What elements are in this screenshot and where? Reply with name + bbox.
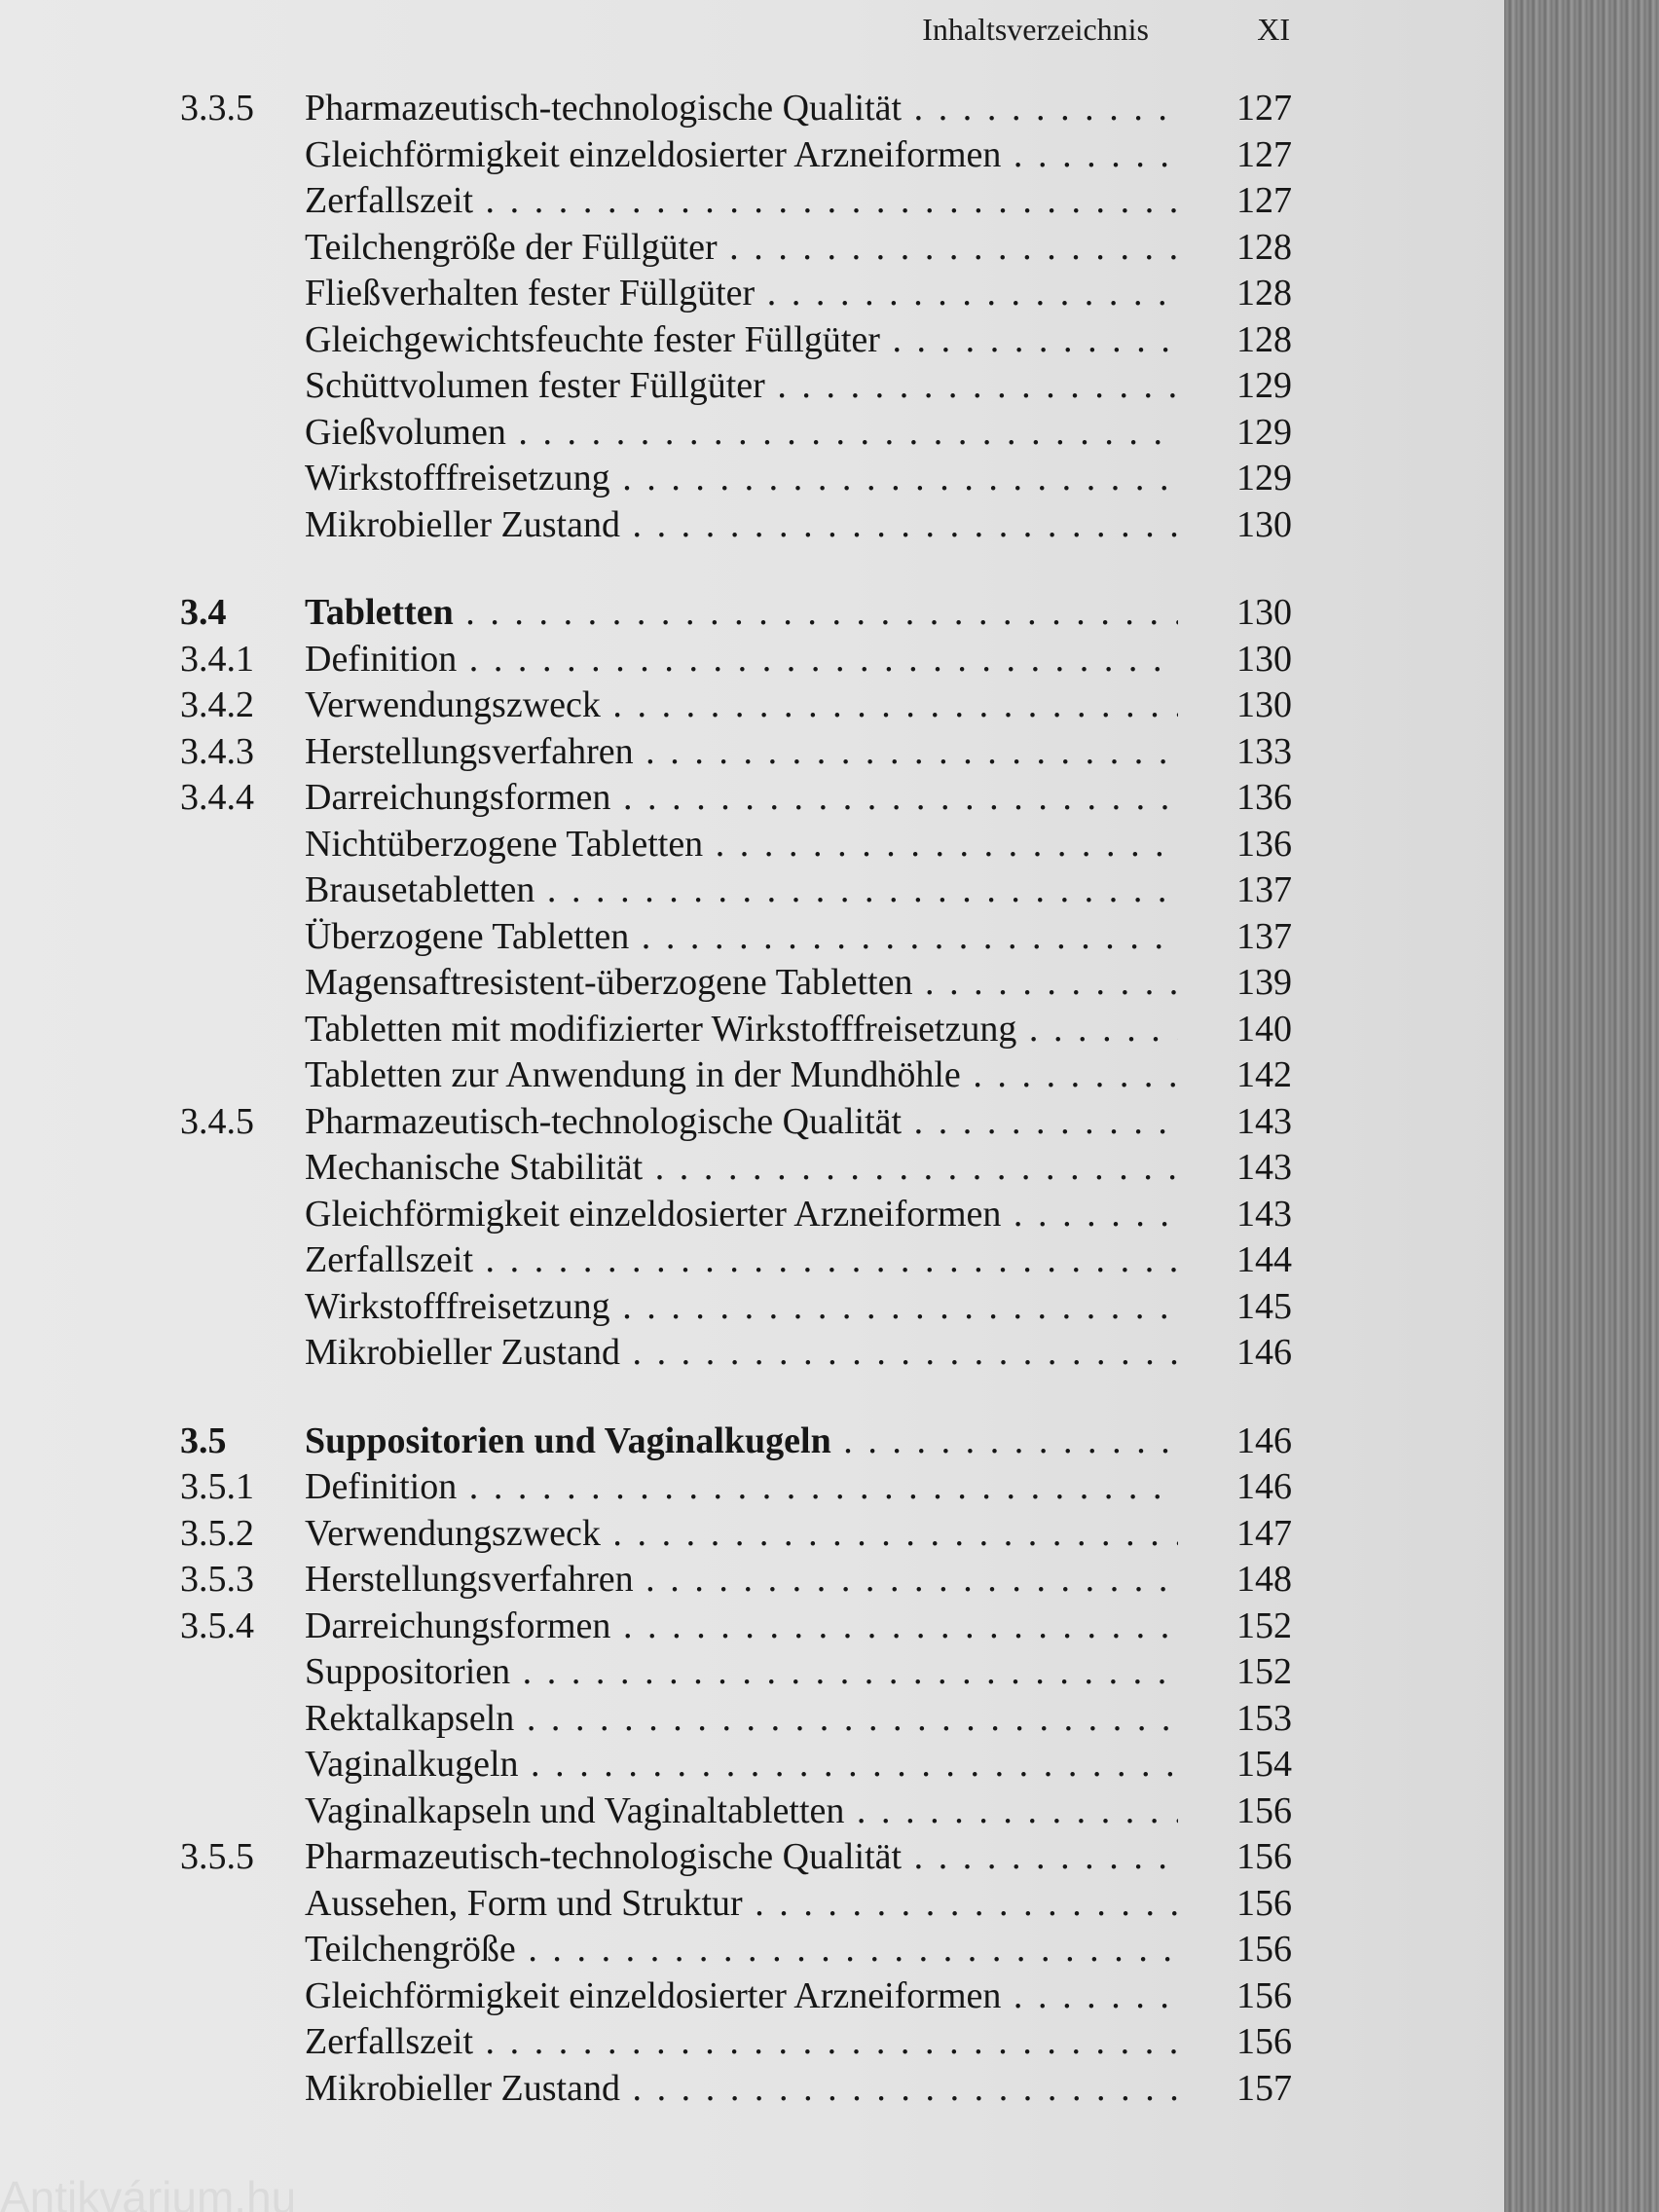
toc-section-number: 3.5.4 bbox=[180, 1604, 254, 1646]
toc-title: Suppositorien bbox=[305, 1651, 511, 1692]
toc-title: Zerfallszeit bbox=[305, 2021, 474, 2062]
toc-entry bbox=[0, 1881, 1504, 1928]
toc-title: Pharmazeutisch-technologische Qualität bbox=[305, 88, 903, 129]
toc-entry bbox=[0, 729, 1504, 776]
toc-title-leader bbox=[305, 1052, 1178, 1099]
toc-title-leader bbox=[305, 1927, 1178, 1973]
toc-title: Pharmazeutisch-technologische Qualität bbox=[305, 1836, 903, 1877]
toc-page-number: 156 bbox=[1236, 1882, 1292, 1924]
background-strip bbox=[1504, 0, 1659, 2212]
toc-title: Gleichförmigkeit einzeldosierter Arzneiformen bbox=[305, 1974, 1002, 2016]
toc-section-number: 3.4.1 bbox=[180, 638, 254, 680]
toc-page-number: 128 bbox=[1236, 318, 1292, 360]
toc-title: Definition bbox=[305, 638, 458, 680]
toc-title-leader bbox=[305, 590, 1178, 637]
toc-title-leader bbox=[305, 271, 1178, 317]
toc-entry bbox=[0, 317, 1504, 364]
toc-section-number: 3.4.3 bbox=[180, 730, 254, 772]
toc-entry bbox=[0, 1052, 1504, 1099]
toc-entry bbox=[0, 456, 1504, 502]
toc-page-number: 146 bbox=[1236, 1466, 1292, 1507]
toc-entry bbox=[0, 1973, 1504, 2020]
toc-entry bbox=[0, 1330, 1504, 1377]
toc-section-number: 3.5.2 bbox=[180, 1512, 254, 1554]
toc-entry bbox=[0, 1192, 1504, 1238]
toc-entry bbox=[0, 822, 1504, 868]
toc-title-leader bbox=[305, 1237, 1178, 1284]
toc-page-number: 156 bbox=[1236, 1929, 1292, 1970]
toc-title-leader bbox=[305, 1007, 1178, 1053]
toc-page-number: 129 bbox=[1236, 365, 1292, 406]
toc-title: Vaginalkapseln und Vaginaltabletten bbox=[305, 1789, 845, 1831]
toc-title: Wirkstofffreisetzung bbox=[305, 1285, 610, 1327]
toc-entry bbox=[0, 682, 1504, 729]
toc-title: Gleichgewichtsfeuchte fester Füllgüter bbox=[305, 318, 880, 360]
toc-title-leader bbox=[305, 775, 1178, 822]
toc-entry bbox=[0, 1007, 1504, 1053]
toc-title-leader bbox=[305, 682, 1178, 729]
toc-entry bbox=[0, 1696, 1504, 1743]
toc-section-number: 3.4.2 bbox=[180, 684, 254, 725]
toc-title: Mikrobieller Zustand bbox=[305, 2067, 620, 2109]
toc-page-number: 146 bbox=[1236, 1419, 1292, 1461]
toc-entry bbox=[0, 867, 1504, 914]
toc-page-number: 156 bbox=[1236, 1789, 1292, 1831]
toc-page-number: 127 bbox=[1236, 180, 1292, 221]
toc-title-leader bbox=[305, 1145, 1178, 1192]
toc-page-number: 153 bbox=[1236, 1697, 1292, 1739]
toc-title-leader bbox=[305, 1649, 1178, 1696]
toc-title-leader bbox=[305, 132, 1178, 179]
toc-title-leader bbox=[305, 867, 1178, 914]
toc-title-leader bbox=[305, 1284, 1178, 1331]
toc-title: Tabletten bbox=[305, 592, 454, 633]
toc-entry bbox=[0, 960, 1504, 1007]
toc-title: Definition bbox=[305, 1466, 458, 1507]
toc-title-leader bbox=[305, 914, 1178, 961]
toc-entry bbox=[0, 1464, 1504, 1511]
toc-title: Rektalkapseln bbox=[305, 1697, 515, 1739]
toc-page-number: 128 bbox=[1236, 273, 1292, 313]
toc-section-number: 3.5.3 bbox=[180, 1559, 254, 1600]
toc-section-number: 3.3.5 bbox=[180, 88, 254, 129]
toc-title: Aussehen, Form und Struktur bbox=[305, 1882, 743, 1924]
toc-title: Fließverhalten fester Füllgüter bbox=[305, 273, 756, 313]
toc-title-leader bbox=[305, 637, 1178, 683]
toc-entry bbox=[0, 410, 1504, 457]
toc-page-number: 144 bbox=[1236, 1239, 1292, 1280]
toc-entry bbox=[0, 1649, 1504, 1696]
toc-entry bbox=[0, 1927, 1504, 1973]
toc-title: Verwendungszweck bbox=[305, 1512, 601, 1554]
toc-title: Nichtüberzogene Tabletten bbox=[305, 823, 704, 865]
toc-page-number: 130 bbox=[1236, 503, 1292, 545]
toc-title-leader bbox=[305, 2019, 1178, 2066]
toc-title-leader bbox=[305, 1511, 1178, 1558]
toc-title-leader bbox=[305, 1881, 1178, 1928]
toc-title-leader bbox=[305, 1973, 1178, 2020]
toc-title-leader bbox=[305, 1604, 1178, 1650]
running-title: Inhaltsverzeichnis bbox=[922, 12, 1149, 47]
toc-page-number: 136 bbox=[1236, 777, 1292, 818]
toc-page-number: 130 bbox=[1236, 684, 1292, 725]
toc-entry bbox=[0, 590, 1504, 637]
toc-page-number: 143 bbox=[1236, 1193, 1292, 1235]
toc-title: Darreichungsformen bbox=[305, 777, 611, 818]
toc-title-leader bbox=[305, 960, 1178, 1007]
toc-title-leader bbox=[305, 822, 1178, 868]
toc-title-leader bbox=[305, 317, 1178, 364]
toc-page-number: 129 bbox=[1236, 411, 1292, 453]
toc-title: Verwendungszweck bbox=[305, 684, 601, 725]
toc-section-number: 3.4.5 bbox=[180, 1100, 254, 1142]
toc-page-number: 157 bbox=[1236, 2067, 1292, 2109]
page-number-label: XI bbox=[1257, 12, 1290, 47]
toc-page-number: 147 bbox=[1236, 1512, 1292, 1554]
toc-title: Brausetabletten bbox=[305, 869, 535, 910]
toc-title: Herstellungsverfahren bbox=[305, 730, 634, 772]
toc-entry bbox=[0, 1099, 1504, 1146]
toc-page-number: 142 bbox=[1236, 1054, 1292, 1095]
toc-page-number: 145 bbox=[1236, 1285, 1292, 1327]
toc-title-leader bbox=[305, 1419, 1178, 1465]
toc-title-leader bbox=[305, 1696, 1178, 1743]
toc-page-number: 128 bbox=[1236, 226, 1292, 268]
toc-page-number: 148 bbox=[1236, 1559, 1292, 1600]
toc-entry bbox=[0, 2066, 1504, 2113]
toc-entry bbox=[0, 363, 1504, 410]
toc-title-leader bbox=[305, 1557, 1178, 1604]
toc-entry bbox=[0, 1237, 1504, 1284]
toc-page-number: 156 bbox=[1236, 2021, 1292, 2062]
toc-page-number: 136 bbox=[1236, 823, 1292, 865]
toc-page-number: 137 bbox=[1236, 915, 1292, 957]
toc-page-number: 143 bbox=[1236, 1147, 1292, 1188]
toc-page-number: 127 bbox=[1236, 133, 1292, 175]
toc-entry bbox=[0, 1284, 1504, 1331]
toc-title: Suppositorien und Vaginalkugeln bbox=[305, 1419, 831, 1461]
toc-title: Gleichförmigkeit einzeldosierter Arzneiformen bbox=[305, 133, 1002, 175]
toc-title-leader bbox=[305, 225, 1178, 272]
toc-page-number: 127 bbox=[1236, 88, 1292, 129]
toc-title: Teilchengröße bbox=[305, 1929, 516, 1970]
toc-title-leader bbox=[305, 410, 1178, 457]
toc-title-leader bbox=[305, 1192, 1178, 1238]
toc-page-number: 129 bbox=[1236, 458, 1292, 498]
toc-page-number: 154 bbox=[1236, 1744, 1292, 1785]
toc-page-number: 156 bbox=[1236, 1836, 1292, 1877]
toc-title: Darreichungsformen bbox=[305, 1604, 611, 1646]
toc-title: Magensaftresistent-überzogene Tabletten bbox=[305, 962, 913, 1003]
toc-entry bbox=[0, 225, 1504, 272]
toc-entry bbox=[0, 132, 1504, 179]
toc-title: Tabletten mit modifizierter Wirkstofffreisetzung bbox=[305, 1008, 1017, 1050]
toc-entry bbox=[0, 1511, 1504, 1558]
toc-entry bbox=[0, 914, 1504, 961]
toc-title-leader bbox=[305, 1834, 1178, 1881]
toc-page-number: 146 bbox=[1236, 1332, 1292, 1373]
toc-title: Schüttvolumen fester Füllgüter bbox=[305, 365, 765, 406]
toc-title: Teilchengröße der Füllgüter bbox=[305, 226, 718, 268]
toc-title-leader bbox=[305, 1464, 1178, 1511]
toc-title-leader bbox=[305, 1742, 1178, 1788]
toc-entry bbox=[0, 1419, 1504, 1465]
toc-entry bbox=[0, 178, 1504, 225]
toc-page-number: 156 bbox=[1236, 1974, 1292, 2016]
toc-title: Tabletten zur Anwendung in der Mundhöhle bbox=[305, 1054, 961, 1095]
toc-title-leader bbox=[305, 1330, 1178, 1377]
toc-title-leader bbox=[305, 1099, 1178, 1146]
toc-title: Gleichförmigkeit einzeldosierter Arzneiformen bbox=[305, 1193, 1002, 1235]
toc-title-leader bbox=[305, 86, 1178, 132]
toc-entry bbox=[0, 1557, 1504, 1604]
toc-entry bbox=[0, 86, 1504, 132]
toc-section-number: 3.5.1 bbox=[180, 1466, 254, 1507]
toc-title-leader bbox=[305, 729, 1178, 776]
toc-section-number: 3.4.4 bbox=[180, 777, 254, 818]
toc-title: Herstellungsverfahren bbox=[305, 1559, 634, 1600]
toc-title-leader bbox=[305, 363, 1178, 410]
toc-title-leader bbox=[305, 502, 1178, 549]
toc-entry bbox=[0, 1834, 1504, 1881]
toc-title: Mikrobieller Zustand bbox=[305, 1332, 620, 1373]
toc-entry bbox=[0, 1145, 1504, 1192]
toc-section-number: 3.4 bbox=[180, 592, 227, 633]
toc-title-leader bbox=[305, 1788, 1178, 1835]
toc-page-number: 139 bbox=[1236, 962, 1292, 1003]
toc-title-leader bbox=[305, 456, 1178, 502]
toc-entry bbox=[0, 271, 1504, 317]
toc-section-number: 3.5.5 bbox=[180, 1836, 254, 1877]
toc-entry bbox=[0, 502, 1504, 549]
toc-entry bbox=[0, 1742, 1504, 1788]
toc-page-number: 152 bbox=[1236, 1651, 1292, 1692]
toc-title: Mikrobieller Zustand bbox=[305, 503, 620, 545]
page-header bbox=[0, 12, 1504, 60]
toc-title-leader bbox=[305, 2066, 1178, 2113]
toc-page-number: 130 bbox=[1236, 638, 1292, 680]
toc-entry bbox=[0, 775, 1504, 822]
toc-title: Zerfallszeit bbox=[305, 180, 474, 221]
toc-title: Gießvolumen bbox=[305, 411, 506, 453]
table-of-contents bbox=[0, 86, 1504, 2112]
toc-entry bbox=[0, 2019, 1504, 2066]
toc-title-leader bbox=[305, 178, 1178, 225]
toc-title: Wirkstofffreisetzung bbox=[305, 458, 610, 498]
toc-title: Pharmazeutisch-technologische Qualität bbox=[305, 1100, 903, 1142]
toc-page-number: 137 bbox=[1236, 869, 1292, 910]
watermark: Antikvárium.hu bbox=[0, 2172, 297, 2212]
toc-page-number: 143 bbox=[1236, 1100, 1292, 1142]
toc-page-number: 133 bbox=[1236, 730, 1292, 772]
toc-page-number: 140 bbox=[1236, 1008, 1292, 1050]
toc-entry bbox=[0, 1788, 1504, 1835]
toc-entry bbox=[0, 1604, 1504, 1650]
toc-title: Mechanische Stabilität bbox=[305, 1147, 644, 1188]
toc-page-number: 152 bbox=[1236, 1604, 1292, 1646]
toc-title: Überzogene Tabletten bbox=[305, 915, 630, 957]
toc-section-number: 3.5 bbox=[180, 1419, 227, 1461]
toc-page-number: 130 bbox=[1236, 592, 1292, 633]
toc-title: Vaginalkugeln bbox=[305, 1744, 519, 1785]
toc-entry bbox=[0, 637, 1504, 683]
toc-title: Zerfallszeit bbox=[305, 1239, 474, 1280]
